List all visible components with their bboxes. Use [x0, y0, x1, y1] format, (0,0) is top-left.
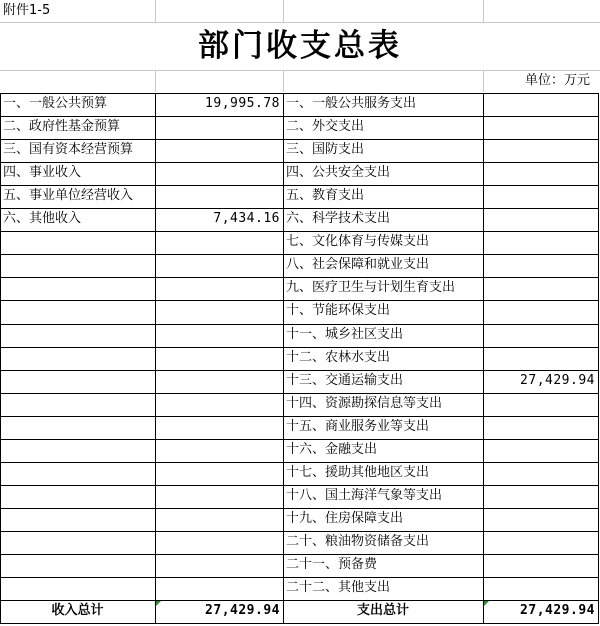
expense-item-label: 十四、资源勘探信息等支出: [286, 396, 443, 411]
income-item-value: 7,434.16: [213, 211, 280, 226]
expense-item-label: 三、国防支出: [286, 142, 365, 157]
grid-line: [283, 0, 284, 22]
expense-item-label: 十、节能环保支出: [286, 303, 391, 318]
income-item-label: 五、事业单位经营收入: [3, 188, 134, 203]
expense-item-label: 一、一般公共服务支出: [286, 96, 417, 111]
expense-item-value: 27,429.94: [520, 373, 595, 388]
table-column-border: [283, 93, 284, 624]
expense-item-label: 四、公共安全支出: [286, 165, 391, 180]
cell-indicator-icon: [156, 601, 161, 606]
income-item-label: 二、政府性基金预算: [3, 119, 121, 134]
income-item-label: 三、国有资本经营预算: [3, 142, 134, 157]
income-item-label: 四、事业收入: [3, 165, 82, 180]
grid-line: [155, 0, 156, 22]
expense-item-label: 九、医疗卫生与计划生育支出: [286, 280, 456, 295]
income-item-value: 19,995.78: [205, 96, 280, 111]
table-column-border: [598, 93, 599, 624]
expense-item-label: 十五、商业服务业等支出: [286, 419, 430, 434]
expense-item-label: 二十二、其他支出: [286, 580, 391, 595]
expense-total-label: 支出总计: [356, 603, 409, 618]
cell-indicator-icon: [484, 601, 489, 606]
expense-item-label: 七、文化体育与传媒支出: [286, 234, 430, 249]
expense-item-label: 二十一、预备费: [286, 557, 378, 572]
table-column-border: [155, 93, 156, 624]
expense-item-label: 十六、金融支出: [286, 442, 378, 457]
income-total-value: 27,429.94: [205, 603, 280, 618]
income-item-label: 一、一般公共预算: [3, 96, 108, 111]
expense-total-value: 27,429.94: [520, 603, 595, 618]
unit-label: 单位：万元: [524, 73, 590, 88]
expense-item-label: 五、教育支出: [286, 188, 365, 203]
expense-item-label: 十三、交通运输支出: [286, 373, 404, 388]
page-title: 部门收支总表: [198, 28, 402, 64]
table-row-border: [0, 623, 599, 624]
expense-item-label: 十七、援助其他地区支出: [286, 465, 430, 480]
expense-item-label: 十八、国土海洋气象等支出: [286, 488, 443, 503]
table-column-border: [483, 93, 484, 624]
grid-line: [483, 0, 484, 22]
grid-line: [483, 70, 484, 92]
expense-item-label: 十二、农林水支出: [286, 350, 391, 365]
grid-line: [283, 70, 284, 92]
table-column-border: [0, 93, 1, 624]
expense-item-label: 六、科学技术支出: [286, 211, 391, 226]
expense-item-label: 二十、粮油物资储备支出: [286, 534, 430, 549]
grid-line: [0, 70, 600, 71]
expense-item-label: 十一、城乡社区支出: [286, 327, 404, 342]
expense-item-label: 八、社会保障和就业支出: [286, 257, 430, 272]
expense-item-label: 二、外交支出: [286, 119, 365, 134]
income-item-label: 六、其他收入: [3, 211, 82, 226]
expense-item-label: 十九、住房保障支出: [286, 511, 404, 526]
grid-line: [155, 70, 156, 92]
attachment-label: 附件1-5: [3, 3, 51, 18]
income-total-label: 收入总计: [51, 603, 104, 618]
